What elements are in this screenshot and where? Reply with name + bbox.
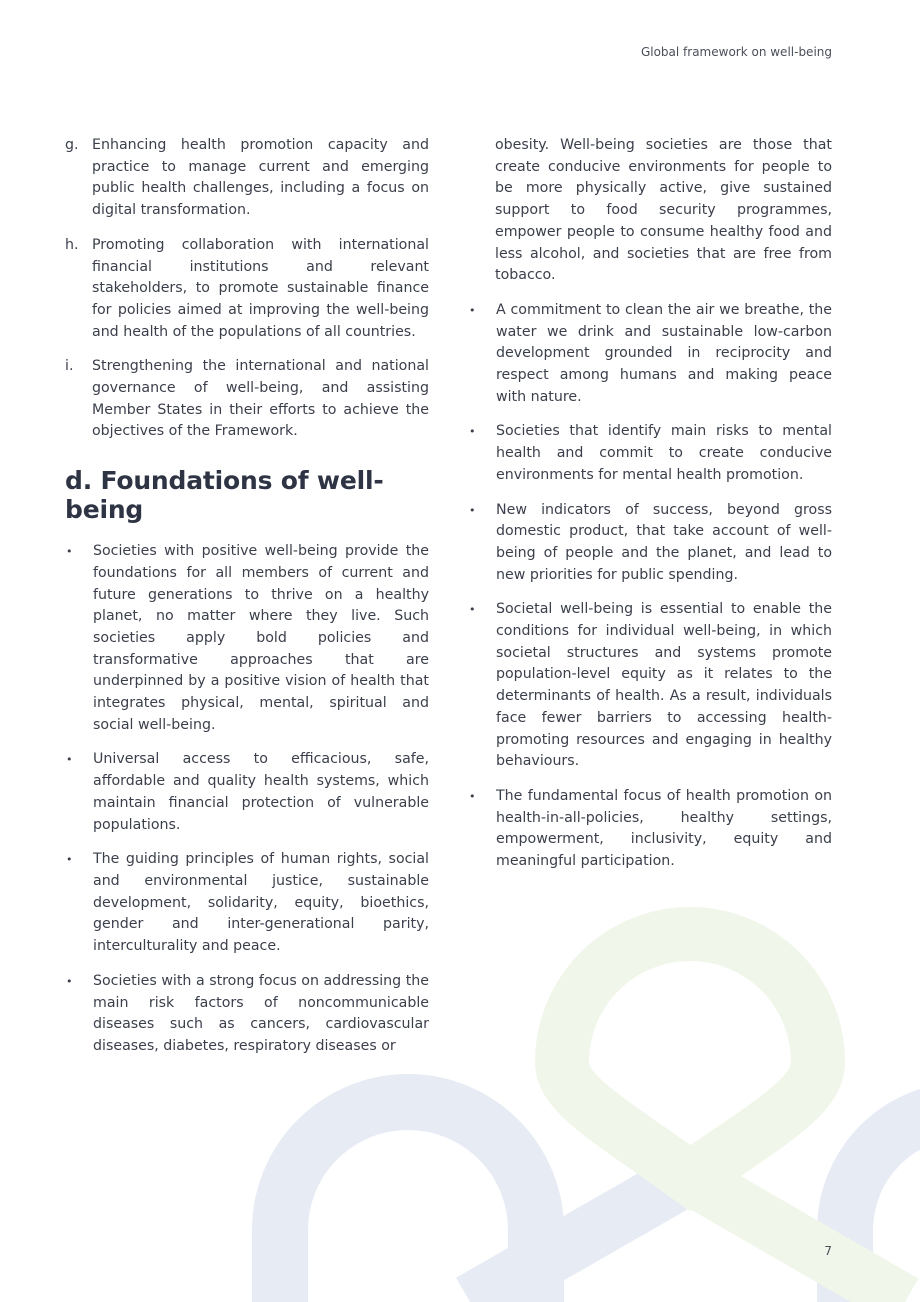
list-item-text: Enhancing health promotion capacity and practice to manage current and emerging public health challenges, including a focus on digital transformation. [92, 137, 429, 219]
list-item [65, 135, 429, 222]
continued-paragraph: obesity. Well-being societies are those that create conducive environments for people to be more physically active, give sustained support to food security programmes, empower people to consume healthy food and less alcohol, and societies that are free from tobacco. [495, 137, 832, 284]
bullet-item [468, 300, 832, 409]
bullet-text: Societies that identify main risks to mental health and commit to create conducive environments for mental health promotion. [496, 423, 832, 483]
list-marker: i. [65, 358, 74, 375]
bullet-text: A commitment to clean the air we breathe, the water we drink and sustainable low-carbon development grounded in reciprocity and respect among humans and making peace with nature. [496, 301, 832, 405]
bullet-text: Societies with positive well-being provide the foundations for all members of current and future generations to thrive on a healthy planet, no matter where they live. Such societies apply bold policies and transformative approaches that are underpinned by a positive vision of health that integrates physical, mental, spiritual and social well-being. [93, 543, 429, 733]
running-header: Global framework on well-being [640, 45, 832, 59]
bullet-icon: • [66, 545, 73, 559]
bullet-text: Universal access to efficacious, safe, affordable and quality health systems, which maintain financial protection of vulnerable populations. [93, 751, 429, 833]
bullet-text: The guiding principles of human rights, social and environmental justice, sustainable development, solidarity, equity, bioethics, gender and inter-generational parity, interculturality and peace. [93, 851, 429, 955]
list-item-text: Strengthening the international and national governance of well-being, and assisting Member States in their efforts to achieve the objectives of the Framework. [92, 358, 429, 440]
bullet-item [65, 541, 429, 736]
list-marker: g. [65, 137, 79, 153]
bullet-item [65, 971, 429, 1058]
bullet-icon: • [469, 303, 476, 317]
bullet-item [65, 749, 429, 836]
list-item [65, 356, 429, 443]
bullet-text: Societies with a strong focus on addressing the main risk factors of noncommunicable diseases such as cancers, cardiovascular diseases, diabetes, respiratory diseases or [93, 972, 429, 1054]
bullet-icon: • [469, 603, 476, 617]
decor-green-loop [562, 934, 818, 1178]
left-column [65, 135, 429, 1071]
bullet-text: New indicators of success, beyond gross domestic product, that take account of well-being of people and the planet, and lead to new priorities for public spending. [496, 501, 832, 583]
bullet-text: Societal well-being is essential to enable the conditions for individual well-being, in which societal structures and systems promote population-level equity as it relates to the determinants of health. As a result, individuals face fewer barriers to accessing health-promoting resources and engaging in healthy behaviours. [496, 601, 832, 770]
bullet-item [468, 421, 832, 486]
bullet-icon: • [469, 425, 476, 439]
list-marker: h. [65, 236, 79, 253]
page-number: 7 [824, 1244, 832, 1258]
bullet-icon: • [469, 789, 476, 803]
bullet-icon: • [66, 974, 73, 988]
bullet-item [468, 786, 832, 873]
bullet-icon: • [66, 753, 73, 767]
bullet-icon: • [66, 853, 73, 867]
bullet-item [468, 500, 832, 587]
list-item [65, 235, 429, 344]
bullet-text: The fundamental focus of health promotion on health-in-all-policies, healthy settings, empowerment, inclusivity, equity and meaningful participation. [496, 787, 832, 870]
list-item-text: Promoting collaboration with international financial institutions and relevant stakeholders, to promote sustainable finance for policies aimed at improving the well-being and health of the populations of all countries. [92, 236, 429, 340]
right-column [468, 135, 832, 886]
bullet-item [65, 849, 429, 958]
bullet-icon: • [469, 503, 476, 517]
bullet-item [468, 599, 832, 773]
section-heading: d. Foundations of well-being [65, 466, 384, 525]
